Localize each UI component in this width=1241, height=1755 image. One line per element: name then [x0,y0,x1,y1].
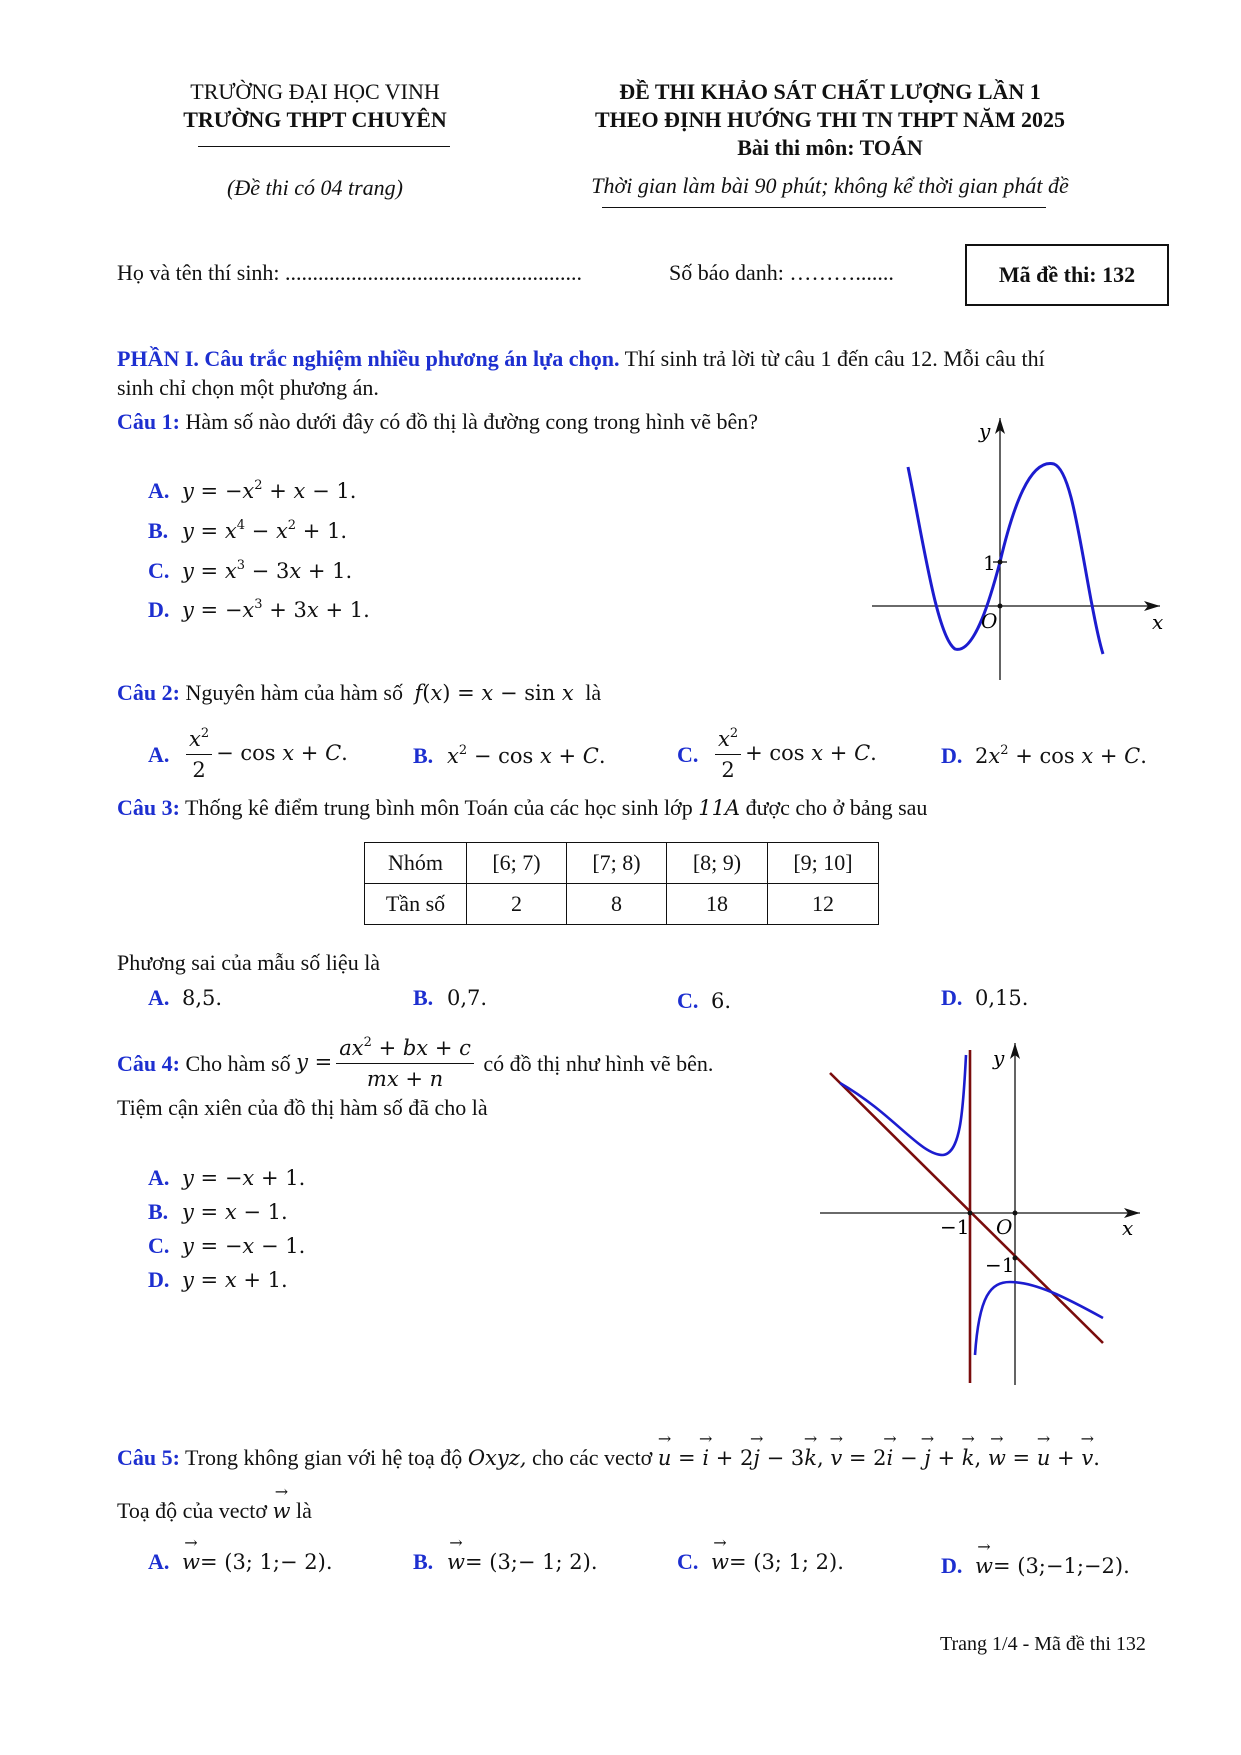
question-5 [117,1443,1100,1473]
q2-option-c-formula: $\frac{x^2}{2}$ + cos x + C. [711,741,877,765]
q1-option-a-formula: $y = -x^2 + x - 1$. [182,478,357,503]
exam-code-box: Mã đề thi: 132 [965,244,1169,306]
option-label: B. [413,985,434,1010]
q2-option-b-formula: $x^2 - \cos x + C$. [447,743,606,768]
origin-label: O [981,609,998,633]
q4-option-d[interactable] [148,1265,288,1295]
option-value: = (3;− 1; 2). [464,1550,598,1574]
page-footer: Trang 1/4 - Mã đề thi 132 [940,1633,1146,1655]
q2-option-b[interactable] [413,741,606,771]
exam-subject: Bài thi môn: TOÁN [737,135,923,160]
y-tick-label: −1 [985,1253,1015,1277]
q4-option-a[interactable] [148,1163,305,1193]
q5-question [117,1496,312,1526]
q2-function: f(x) = x − sin x [414,681,574,705]
option-label: B. [148,518,169,543]
question-2-text-end: là [585,680,602,705]
q4-graph [815,1035,1150,1395]
part1-instruction: Thí sinh trả lời từ câu 1 đến câu 12. Mỗi câu thí [619,346,1045,371]
exam-title-line1: ĐỀ THI KHẢO SÁT CHẤT LƯỢNG LẦN 1 [619,79,1041,104]
q1-option-b[interactable] [148,516,347,546]
q1-option-b-formula: $y = x^4 - x^2 + 1$. [182,518,348,543]
table-cell: [7; 8) [567,843,667,884]
q4-option-a-formula: y = −x + 1. [182,1166,306,1190]
q1-option-d[interactable] [148,595,370,625]
q4-option-b-formula: y = x − 1. [182,1200,288,1224]
q5-question-text: Toạ độ của vectơ [117,1498,267,1523]
time-note: Thời gian làm bài 90 phút; không kể thời gian phát đề [591,173,1069,198]
option-value: = (3; 1;− 2). [199,1550,333,1574]
y-intercept-dot [998,560,1003,565]
q3-class-name: 11A [698,796,741,820]
option-label: D. [941,1553,963,1578]
question-3-text: Thống kê điểm trung bình môn Toán của các học sinh lớp [179,795,693,820]
lower-branch [975,1282,1103,1355]
option-value: 0,7. [447,986,488,1010]
page-count-note: (Đề thi có 04 trang) [227,175,403,200]
x-tick-label: −1 [940,1215,970,1239]
q5-option-a[interactable] [148,1547,333,1577]
option-value: 0,15. [975,986,1029,1010]
q4-function: y = $\frac{ax^2 + bx + c}{mx + n}$ [296,1050,478,1074]
q5-option-c[interactable] [677,1547,844,1577]
option-label: D. [148,1267,170,1292]
question-4 [117,1033,713,1094]
option-value: = (3;−1;−2). [992,1554,1130,1578]
question-4-text: Cho hàm số [179,1051,291,1076]
q4-option-b[interactable] [148,1197,288,1227]
x-axis-label: x [1152,610,1164,634]
oblique-asymptote [830,1073,1103,1343]
part1-title: PHẦN I. Câu trắc nghiệm nhiều phương án lựa chọn. [117,346,620,371]
question-1-label: Câu 1: [117,409,180,434]
option-label: A. [148,1165,170,1190]
q5-vector-w: → w [182,1548,200,1577]
school-header [150,78,480,134]
question-3-label: Câu 3: [117,795,180,820]
option-label: A. [148,478,170,503]
table-cell: [6; 7) [467,843,567,884]
q3-option-b[interactable] [413,983,487,1013]
q5-option-d[interactable] [941,1551,1130,1581]
option-label: C. [677,1549,699,1574]
q5-question-end: là [295,1498,312,1523]
question-2-label: Câu 2: [117,680,180,705]
q2-option-a-formula: $\frac{x^2}{2}$ − cos x + C. [182,741,348,765]
q4-option-c[interactable] [148,1231,305,1261]
q3-question: Phương sai của mẫu số liệu là [117,950,381,975]
q5-system: Oxyz, [467,1446,527,1470]
origin-label: O [996,1215,1013,1239]
q3-option-c[interactable] [677,986,731,1016]
school-name: TRƯỜNG THPT CHUYÊN [183,107,447,132]
table-cell: 12 [768,884,879,925]
q5-vector-w: → w [447,1548,465,1577]
table-cell: 18 [667,884,768,925]
q4-option-d-formula: y = x + 1. [182,1268,288,1292]
question-5-text: Trong không gian với hệ toạ độ [179,1445,463,1470]
question-3 [117,793,927,823]
y-axis-label: y [993,1046,1005,1070]
q5-vector-w: → w [975,1552,993,1581]
question-5-text-mid: cho các vectơ [526,1445,653,1470]
q3-option-d[interactable] [941,983,1028,1013]
option-label: B. [148,1199,169,1224]
q5-vectors: → u = → i + 2→ j − 3→ k, → v = 2→ i − → j + → k, → w = → u + → v. [658,1446,1100,1470]
table-cell: [8; 9) [667,843,768,884]
option-label: D. [941,985,963,1010]
option-label: A. [148,985,170,1010]
q1-option-c-formula: $y = x^3 - 3x + 1$. [182,558,353,583]
question-1 [117,407,758,436]
option-label: D. [148,597,170,622]
x-axis-label: x [1122,1216,1134,1240]
origin-dot [1013,1211,1018,1216]
exam-title-line2: THEO ĐỊNH HƯỚNG THI TN THPT NĂM 2025 [594,107,1065,132]
part1-heading [117,344,1177,373]
question-5-label: Câu 5: [117,1445,180,1470]
exam-title [540,78,1120,162]
option-label: B. [413,743,434,768]
option-value: = (3; 1; 2). [728,1550,844,1574]
candidate-name-field: Họ và tên thí sinh: ...................................................... [117,260,583,285]
time-underline [602,207,1046,208]
q5-option-b[interactable] [413,1547,598,1577]
question-1-text: Hàm số nào dưới đây có đồ thị là đường cong trong hình vẽ bên? [179,409,759,434]
table-cell: [9; 10] [768,843,879,884]
q1-option-c[interactable] [148,556,352,586]
q2-option-d-formula: $2x^2 + \cos x + C$. [975,743,1147,768]
upper-branch [840,1055,966,1155]
y-tick-label: 1 [983,551,996,575]
question-2-text: Nguyên hàm của hàm số [179,680,403,705]
frequency-table [364,842,879,925]
q1-option-a[interactable] [148,476,356,506]
option-label: B. [413,1549,434,1574]
option-label: C. [677,988,699,1013]
question-4-text-end: có đồ thị như hình vẽ bên. [483,1051,714,1076]
y-axis-label: y [979,419,991,443]
q5-vector-w: → w [711,1548,729,1577]
candidate-id-field: Số báo danh: ………....... [669,260,894,285]
option-label: C. [677,742,699,768]
table-row [365,884,879,925]
part1-instruction-line2: sinh chỉ chọn một phương án. [117,375,379,400]
table-cell: 2 [467,884,567,925]
origin-dot [998,604,1003,609]
option-label: A. [148,742,170,768]
table-cell: Tần số [365,884,467,925]
university-name: TRƯỜNG ĐẠI HỌC VINH [190,79,440,104]
q2-option-c[interactable] [677,724,877,785]
table-row [365,843,879,884]
q4-question: Tiệm cận xiên của đồ thị hàm số đã cho là [117,1095,488,1120]
option-label: C. [148,1233,170,1258]
option-label: C. [148,558,170,583]
question-2 [117,678,601,708]
q4-option-c-formula: y = −x − 1. [182,1234,306,1258]
option-label: D. [941,743,963,768]
table-cell: Nhóm [365,843,467,884]
option-value: 6. [711,989,732,1013]
table-cell: 8 [567,884,667,925]
q5-vector-w: → w [272,1497,290,1526]
q2-option-d[interactable] [941,741,1147,771]
option-label: A. [148,1549,170,1574]
q1-option-d-formula: $y = -x^3 + 3x + 1$. [182,597,370,622]
q1-curve [908,464,1103,654]
q1-graph [860,410,1170,690]
question-4-label: Câu 4: [117,1051,180,1076]
question-3-text-end: được cho ở bảng sau [740,795,928,820]
school-underline [198,146,450,147]
q3-option-a[interactable] [148,983,222,1013]
q2-option-a[interactable] [148,724,348,785]
option-value: 8,5. [182,986,223,1010]
